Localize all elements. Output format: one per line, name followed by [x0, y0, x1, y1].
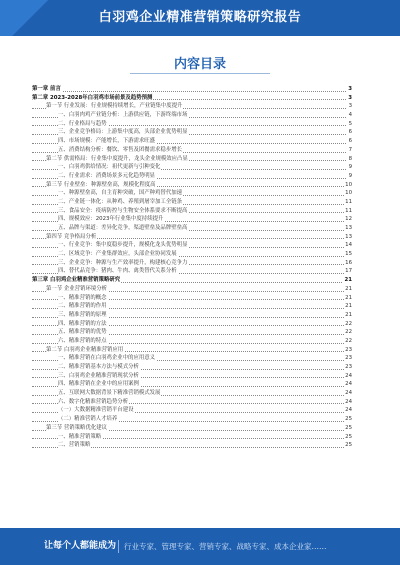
toc-page-number: 25 [345, 433, 352, 440]
toc-entry[interactable] [32, 372, 352, 381]
toc-entry[interactable] [32, 172, 352, 181]
toc-entry[interactable] [32, 354, 352, 363]
toc-entry-title: 二、产业链一体化：从种鸡、养殖到屠宰加工全链条 [58, 198, 182, 205]
toc-page-number: 23 [345, 355, 352, 362]
toc-page-number: 17 [345, 268, 352, 275]
toc-page-number: 15 [345, 251, 352, 258]
toc-entry-title: 二、行业格局与趋势 [58, 120, 107, 127]
toc-entry-title: 一、行业竞争：集中度稳步提升，规模化龙头优势明显 [58, 242, 188, 249]
toc-page-number: 22 [345, 329, 352, 336]
toc-page-number: 23 [345, 364, 352, 370]
toc-entry-title: 二、精准营销基本方法与模式分析 [58, 364, 139, 370]
toc-entry[interactable] [32, 207, 352, 216]
toc-entry-title: 二、精准营销的作用 [58, 303, 107, 310]
footer-divider [118, 540, 119, 553]
toc-entry[interactable] [32, 311, 352, 320]
footer-bar [0, 528, 400, 565]
toc-entry[interactable] [32, 441, 352, 450]
toc-entry-title: 五、互联网大数据背景下精准营销模式发展 [58, 390, 161, 397]
toc-entry[interactable] [32, 215, 352, 224]
toc-page-number: 7 [348, 146, 352, 153]
toc-entry[interactable] [32, 241, 352, 250]
toc-entry-title: 一、种源壁垒高，自主育种突破，国产种鸡替代加速 [58, 190, 182, 197]
toc-entry-title: 四、替代品竞争：猪肉、牛肉、禽类替代关系分析 [58, 268, 177, 275]
toc-page-number: 24 [345, 381, 352, 388]
toc-page-number: 13 [345, 233, 352, 240]
toc-entry[interactable] [32, 302, 352, 311]
toc-entry[interactable] [32, 337, 352, 346]
toc-entry[interactable] [32, 128, 352, 137]
toc-entry-title: 第一章 前言 [32, 86, 61, 92]
toc-entry-title: 第一节 企业营销环境分析 [46, 285, 108, 292]
toc-page-number: 25 [345, 416, 352, 423]
toc-page-number: 8 [348, 155, 352, 162]
toc-page-number: 10 [345, 190, 352, 197]
toc-entry-title: 六、数字化精准营销趋势分析 [58, 398, 129, 405]
toc-entry-title: 一、精准营销在白羽鸡企业中的应用意义 [58, 355, 156, 362]
toc-entry[interactable] [32, 224, 352, 233]
toc-page-number: 5 [348, 120, 352, 127]
toc-page-number: 23 [345, 346, 352, 353]
table-of-contents [32, 85, 352, 450]
toc-entry-title: （一）大数据精准营销平台建设 [58, 407, 134, 414]
toc-page-number: 24 [345, 398, 352, 405]
toc-page-number: 24 [345, 407, 352, 414]
toc-page-number: 9 [348, 172, 352, 179]
toc-entry[interactable] [32, 250, 352, 259]
toc-entry[interactable] [32, 259, 352, 268]
toc-page-number: 21 [345, 311, 352, 318]
toc-page-number: 3 [348, 94, 352, 101]
toc-entry-title: 三、食品安全：疫病防控与生物安全体系要求不断提高 [58, 207, 188, 214]
document-title: 白羽鸡企业精准营销策略研究报告 [98, 10, 302, 25]
toc-page-number: 24 [345, 390, 352, 397]
toc-entry[interactable] [32, 276, 352, 285]
toc-entry[interactable] [32, 389, 352, 398]
toc-page-number: 9 [348, 164, 352, 171]
toc-entry-title: 第二节 供需格局：行业集中度提升，龙头企业规模效应凸显 [46, 155, 188, 162]
toc-entry[interactable] [32, 285, 352, 294]
toc-entry[interactable] [32, 94, 352, 103]
toc-page-number: 11 [345, 207, 352, 214]
toc-entry-title: 三、白羽鸡企业精准营销现状分析 [58, 372, 139, 379]
toc-entry-title: （二）精准营销人才培养 [58, 416, 118, 423]
toc-entry[interactable] [32, 267, 352, 276]
toc-entry[interactable] [32, 111, 352, 120]
toc-page-number: 21 [345, 285, 352, 292]
toc-entry-title: 三、企业竞争：种源与生产效率提升，构建核心竞争力 [58, 259, 188, 266]
toc-entry[interactable] [32, 120, 352, 129]
toc-entry[interactable] [32, 415, 352, 424]
toc-entry-title: 第一节 行业发展：行业规模持续增长，产业链集中度提升 [46, 103, 183, 110]
toc-page-number: 22 [345, 337, 352, 344]
toc-page-number: 21 [345, 303, 352, 310]
toc-entry-title: 第三节 行业壁垒：种源壁垒高，规模化程度高 [46, 181, 156, 188]
toc-entry[interactable] [32, 406, 352, 415]
toc-page-number: 13 [345, 225, 352, 231]
toc-entry[interactable] [32, 181, 352, 190]
toc-entry[interactable] [32, 137, 352, 146]
toc-entry-title: 第二章 2023-2028年白羽鸡市场前景及趋势预测 [32, 94, 153, 101]
toc-entry-title: 二、区域竞争：产业集群效应，头部企业协同发展 [58, 251, 177, 258]
toc-page-number: 22 [345, 320, 352, 327]
toc-entry[interactable] [32, 346, 352, 355]
toc-entry[interactable] [32, 155, 352, 164]
toc-entry-title: 第三章 白羽鸡企业精准营销策略研究 [32, 277, 121, 284]
toc-entry-title: 第二节 白羽鸡企业精准营销应用 [46, 346, 124, 353]
toc-entry-title: 五、消费结构分析：餐饮、零售及团餐需求稳步增长 [58, 146, 182, 153]
toc-entry[interactable] [32, 146, 352, 155]
toc-entry[interactable] [32, 189, 352, 198]
toc-page-number: 11 [345, 198, 352, 205]
toc-entry[interactable] [32, 320, 352, 329]
toc-heading-divider [130, 73, 270, 74]
toc-entry[interactable] [32, 380, 352, 389]
toc-page-number: 25 [345, 424, 352, 431]
toc-entry-title: 第三节 营销策略优化建议 [46, 424, 108, 431]
footer-slogan: 让每个人都能成为 [44, 541, 117, 551]
toc-entry-title: 二、行业需求：消费场景多元化趋势明显 [58, 172, 156, 179]
toc-page-number: 12 [345, 216, 352, 223]
toc-page-number: 3 [348, 103, 352, 110]
toc-entry[interactable] [32, 85, 352, 94]
toc-entry-title: 五、精准营销的优势 [58, 329, 107, 336]
toc-entry-title: 六、精准营销的特点 [58, 337, 107, 344]
toc-entry-title: 四、精准营销在企业中的应用案例 [58, 381, 139, 388]
toc-page-number: 21 [344, 277, 352, 284]
toc-heading: 内容目录 [173, 57, 226, 72]
toc-entry-title: 四、精准营销的方法 [58, 320, 107, 327]
toc-entry[interactable] [32, 424, 352, 433]
toc-entry[interactable] [32, 363, 352, 372]
toc-leader-dots [32, 91, 346, 92]
toc-entry[interactable] [32, 233, 352, 242]
toc-entry-title: 一、白羽肉鸡产业链分析：上游供应链，下游终端市场 [58, 112, 188, 119]
toc-entry-title: 四、规模效应：2023年行业集中度持续提升 [58, 216, 164, 223]
toc-page-number: 10 [345, 181, 352, 188]
toc-entry-title: 第四节 竞争格局分析 [46, 233, 97, 240]
toc-entry-title: 二、营销策略 [58, 442, 91, 449]
toc-page-number: 24 [345, 372, 352, 379]
toc-entry-title: 四、市场规模：产能增长，下游需求旺盛 [58, 138, 156, 145]
toc-page-number: 4 [348, 112, 352, 119]
toc-entry-title: 三、精准营销的原理 [58, 311, 107, 318]
toc-page-number: 3 [348, 86, 352, 92]
toc-entry[interactable] [32, 433, 352, 442]
toc-page-number: 16 [345, 259, 352, 266]
toc-entry-title: 五、品牌与渠道：差异化竞争，渠道壁垒及品牌壁垒高 [58, 225, 188, 231]
toc-page-number: 14 [345, 242, 352, 249]
toc-entry[interactable] [32, 102, 352, 111]
toc-entry[interactable] [32, 163, 352, 172]
toc-entry[interactable] [32, 294, 352, 303]
toc-entry-title: 一、精准营销策略 [58, 433, 102, 440]
toc-entry-title: 一、精准营销的概念 [58, 294, 107, 301]
toc-entry-title: 三、企业竞争格局：上游集中度高，头部企业优势明显 [58, 129, 188, 136]
toc-entry[interactable] [32, 398, 352, 407]
toc-page-number: 21 [345, 294, 352, 301]
toc-page-number: 6 [348, 129, 352, 136]
toc-entry[interactable] [32, 328, 352, 337]
toc-entry[interactable] [32, 198, 352, 207]
toc-page-number: 25 [345, 442, 352, 449]
toc-page-number: 6 [348, 138, 352, 145]
footer-tagline: 行业专家、管理专家、营销专家、战略专家、成本企业家…… [124, 542, 327, 551]
toc-entry-title: 一、白羽鸡供给情况：祖代更新与引种变化 [58, 164, 161, 171]
header-bar [0, 0, 400, 36]
